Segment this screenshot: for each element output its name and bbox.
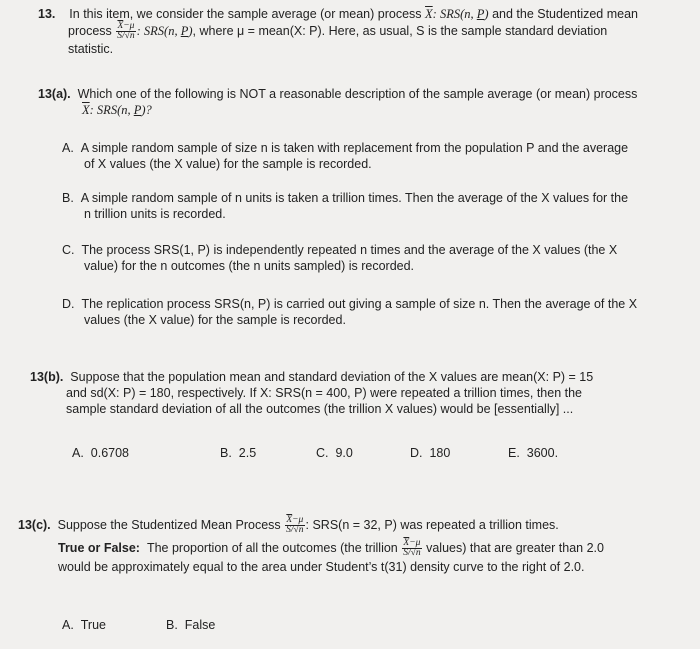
q13-intro-line-2b: , where μ = mean(X: P). Here, as usual, S is the sample standard deviation xyxy=(192,23,608,38)
q13a-option-a-line-2: of X values (the X value) for the sample is recorded. xyxy=(84,157,372,171)
q13b-line-3: sample standard deviation of all the outcomes (the trillion X values) would be [essentially] ... xyxy=(66,402,574,416)
q13b-choice-b-value: 2.5 xyxy=(238,446,257,460)
q13b-question xyxy=(30,369,685,417)
q13a-option-c-line-2: value) for the n outcomes (the n units sampled) is recorded. xyxy=(84,259,415,273)
q13c-choice-b-label: B. xyxy=(166,618,178,632)
q13c-choice-b-value: False xyxy=(184,618,216,632)
q13a-option-c[interactable] xyxy=(62,242,682,274)
q13b-choice-c-value: 9.0 xyxy=(335,446,353,460)
q13c-question xyxy=(18,516,690,576)
q13-intro-line-1a: In this item, we consider the sample average (or mean) process xyxy=(69,7,422,21)
q13b-choice-e-value: 3600. xyxy=(526,446,559,460)
q13b-label: 13(b). xyxy=(30,370,64,384)
q13a-option-d[interactable] xyxy=(62,296,682,328)
q13-number: 13. xyxy=(38,7,56,21)
q13a-option-b-line-2: n trillion units is recorded. xyxy=(84,207,226,221)
q13a-question-line-1: Which one of the following is NOT a reasonable description of the sample average (or mean) process xyxy=(77,87,638,101)
q13-intro-line-3: statistic. xyxy=(68,42,114,56)
q13b-choice-a-label: A. xyxy=(72,446,84,460)
q13c-choice-a-value: True xyxy=(80,618,107,632)
q13a-option-a-label: A. xyxy=(62,141,74,155)
q13c-choice-a-label: A. xyxy=(62,618,74,632)
q13b-choice-d-label: D. xyxy=(410,446,423,460)
q13a-option-c-label: C. xyxy=(62,243,75,257)
q13b-choice-c[interactable] xyxy=(316,445,353,461)
q13c-choice-b[interactable] xyxy=(166,617,215,633)
q13b-choice-b-label: B. xyxy=(220,446,232,460)
q13a-option-c-line-1: The process SRS(1, P) is independently repeated n times and the average of the X values (the X xyxy=(81,243,618,257)
studentized-fraction-c1: $\frac{\overline{X}-\mu}{S/√n}$ xyxy=(286,515,304,536)
q13c-line-1b: : SRS(n = 32, P) was repeated a trillion times. xyxy=(305,518,559,532)
q13b-choice-d-value: 180 xyxy=(429,446,451,460)
q13-intro-line-2a: process xyxy=(68,23,112,38)
q13c-label: 13(c). xyxy=(18,518,51,532)
q13b-choice-e-label: E. xyxy=(508,446,520,460)
q13c-tf-label: True or False: xyxy=(58,541,140,556)
q13c-line-2: The proportion of all the outcomes (the trillion xyxy=(146,541,398,556)
q13b-choice-c-label: C. xyxy=(316,446,329,460)
q13a-option-b-label: B. xyxy=(62,191,74,205)
q13a-option-b[interactable] xyxy=(62,190,682,222)
q13a-question: 13(a). Which one of the following is NOT a reasonable description of the sample average (or mean) process $\overline{X}$: SRS(n, P)? xyxy=(38,87,638,117)
q13a-option-a-line-1: A simple random sample of size n is taken with replacement from the population P and the average xyxy=(80,141,629,155)
q13b-line-1: Suppose that the population mean and standard deviation of the X values are mean(X: P) = 15 xyxy=(70,370,594,384)
q13b-choice-a-value: 0.6708 xyxy=(90,446,129,460)
q13-intro-line-1b: and the Studentized mean xyxy=(492,7,639,21)
q13a-option-d-line-1: The replication process SRS(n, P) is carried out giving a sample of size n. Then the average of the X xyxy=(81,297,638,311)
q13c-line-3: would be approximately equal to the area under Student’s t(31) density curve to the right of 2.0. xyxy=(58,560,585,575)
q13b-choice-b[interactable] xyxy=(220,445,256,461)
q13a-option-d-line-2: values (the X value) for the sample is recorded. xyxy=(84,313,346,327)
q13b-line-2: and sd(X: P) = 180, respectively. If X: SRS(n = 400, P) were repeated a trillion times, then the xyxy=(66,386,582,400)
q13c-line-2b: values) that are greater than 2.0 xyxy=(426,541,604,556)
q13c-choice-a[interactable] xyxy=(62,617,106,633)
q13a-option-a[interactable] xyxy=(62,140,682,172)
q13a-label: 13(a). xyxy=(38,87,71,101)
q13a-option-b-line-1: A simple random sample of n units is taken a trillion times. Then the average of the X values for the xyxy=(80,191,629,205)
q13b-choice-a[interactable] xyxy=(72,445,129,461)
q13a-option-d-label: D. xyxy=(62,297,75,311)
q13b-choice-d[interactable] xyxy=(410,445,450,461)
q13b-choice-e[interactable] xyxy=(508,445,558,461)
q13-intro: 13. In this item, we consider the sample average (or mean) process $\overline{X}$: SRS(n, P) and the Studentized mean process $\frac{\overline{X}-\mu}{S/√n}$ : SRS(n, P), where μ = mean(X: P). Here, as usual, S is the sample standard deviation statistic. xyxy=(38,6,688,57)
studentized-fraction-c2: $\frac{\overline{X}-\mu}{S/√n}$ xyxy=(403,538,421,559)
q13c-line-1: Suppose the Studentized Mean Process xyxy=(57,518,281,532)
studentized-fraction: $\frac{\overline{X}-\mu}{S/√n}$ xyxy=(117,21,135,41)
